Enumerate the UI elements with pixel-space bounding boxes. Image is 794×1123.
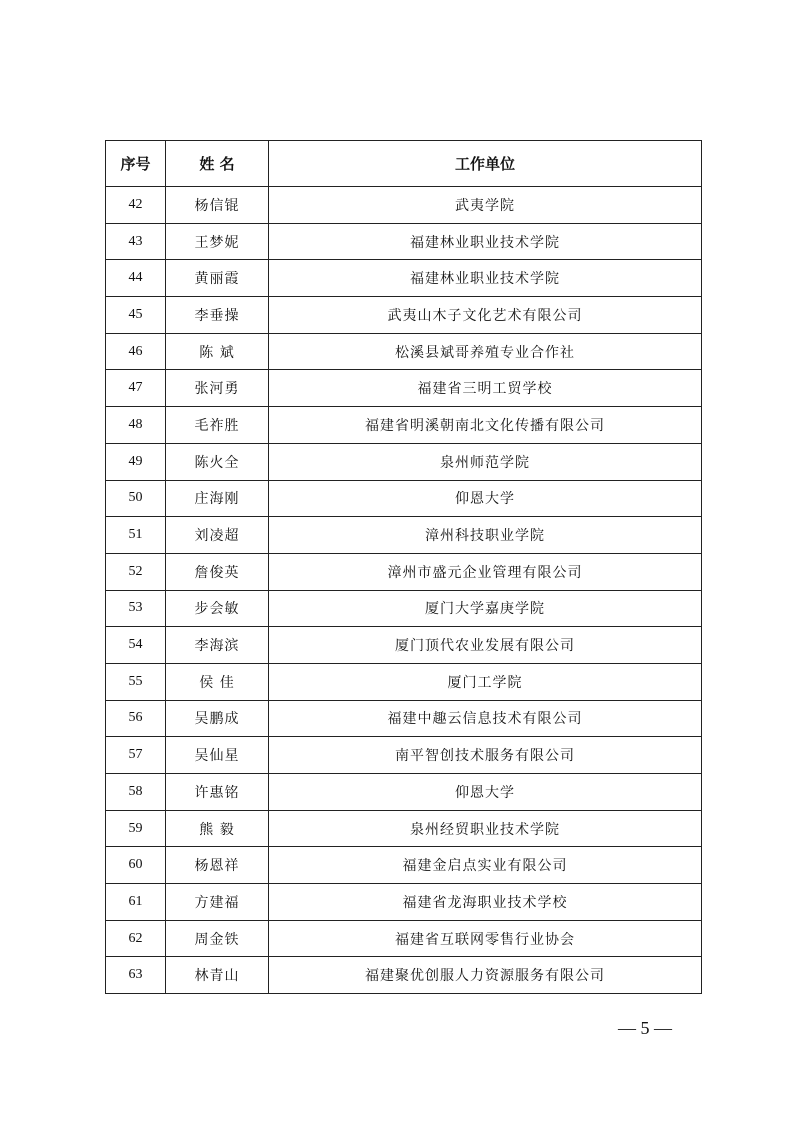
table-body (106, 187, 702, 994)
row-unit: 漳州市盛元企业管理有限公司 (269, 553, 702, 590)
row-name: 方建福 (166, 884, 269, 921)
table-row (106, 480, 702, 517)
row-unit: 厦门大学嘉庚学院 (269, 590, 702, 627)
row-seq: 61 (106, 884, 166, 921)
table-row (106, 920, 702, 957)
row-seq: 59 (106, 810, 166, 847)
row-unit: 厦门顶代农业发展有限公司 (269, 627, 702, 664)
row-unit: 福建省三明工贸学校 (269, 370, 702, 407)
row-name: 许惠铭 (166, 774, 269, 811)
row-unit: 泉州师范学院 (269, 443, 702, 480)
row-name: 陈火全 (166, 443, 269, 480)
table-row (106, 443, 702, 480)
row-name: 李海滨 (166, 627, 269, 664)
row-name: 周金铁 (166, 920, 269, 957)
row-name: 侯 佳 (166, 663, 269, 700)
row-name: 刘凌超 (166, 517, 269, 554)
table-row (106, 517, 702, 554)
row-seq: 57 (106, 737, 166, 774)
table-row (106, 187, 702, 224)
row-seq: 47 (106, 370, 166, 407)
row-unit: 南平智创技术服务有限公司 (269, 737, 702, 774)
row-unit: 福建中趣云信息技术有限公司 (269, 700, 702, 737)
row-seq: 42 (106, 187, 166, 224)
row-name: 詹俊英 (166, 553, 269, 590)
table-row (106, 847, 702, 884)
roster-table (105, 140, 702, 994)
table-row (106, 774, 702, 811)
row-name: 步会敏 (166, 590, 269, 627)
header-name: 姓 名 (166, 141, 269, 187)
row-name: 黄丽霞 (166, 260, 269, 297)
row-unit: 福建林业职业技术学院 (269, 223, 702, 260)
table-row (106, 223, 702, 260)
row-seq: 58 (106, 774, 166, 811)
table-row (106, 663, 702, 700)
row-seq: 43 (106, 223, 166, 260)
row-seq: 52 (106, 553, 166, 590)
table-row (106, 333, 702, 370)
row-name: 陈 斌 (166, 333, 269, 370)
row-unit: 厦门工学院 (269, 663, 702, 700)
row-unit: 漳州科技职业学院 (269, 517, 702, 554)
row-name: 林青山 (166, 957, 269, 994)
row-unit: 福建省互联网零售行业协会 (269, 920, 702, 957)
row-unit: 泉州经贸职业技术学院 (269, 810, 702, 847)
header-seq: 序号 (106, 141, 166, 187)
table-row (106, 407, 702, 444)
row-unit: 福建聚优创服人力资源服务有限公司 (269, 957, 702, 994)
table-row (106, 884, 702, 921)
row-unit: 武夷山木子文化艺术有限公司 (269, 297, 702, 334)
header-row (106, 141, 702, 187)
row-seq: 60 (106, 847, 166, 884)
row-unit: 仰恩大学 (269, 774, 702, 811)
row-unit: 武夷学院 (269, 187, 702, 224)
row-seq: 54 (106, 627, 166, 664)
row-seq: 50 (106, 480, 166, 517)
table-row (106, 297, 702, 334)
row-name: 杨恩祥 (166, 847, 269, 884)
header-unit: 工作单位 (269, 141, 702, 187)
row-seq: 56 (106, 700, 166, 737)
table-row (106, 590, 702, 627)
row-name: 张河勇 (166, 370, 269, 407)
row-name: 吴仙星 (166, 737, 269, 774)
row-name: 吴鹏成 (166, 700, 269, 737)
row-seq: 51 (106, 517, 166, 554)
row-seq: 53 (106, 590, 166, 627)
row-name: 杨信锟 (166, 187, 269, 224)
row-seq: 62 (106, 920, 166, 957)
row-unit: 松溪县斌哥养殖专业合作社 (269, 333, 702, 370)
row-seq: 44 (106, 260, 166, 297)
table-row (106, 700, 702, 737)
row-seq: 63 (106, 957, 166, 994)
row-seq: 55 (106, 663, 166, 700)
table-row (106, 737, 702, 774)
row-unit: 福建省龙海职业技术学校 (269, 884, 702, 921)
row-seq: 45 (106, 297, 166, 334)
row-unit: 福建金启点实业有限公司 (269, 847, 702, 884)
table-header (106, 141, 702, 187)
table-row (106, 810, 702, 847)
row-name: 李垂操 (166, 297, 269, 334)
row-name: 王梦妮 (166, 223, 269, 260)
row-seq: 49 (106, 443, 166, 480)
table-row (106, 553, 702, 590)
table-row (106, 957, 702, 994)
table-row (106, 260, 702, 297)
row-seq: 46 (106, 333, 166, 370)
row-unit: 仰恩大学 (269, 480, 702, 517)
table-row (106, 370, 702, 407)
page-number: — 5 — (618, 1018, 672, 1038)
table-row (106, 627, 702, 664)
row-name: 毛祚胜 (166, 407, 269, 444)
row-name: 庄海刚 (166, 480, 269, 517)
row-seq: 48 (106, 407, 166, 444)
row-unit: 福建省明溪朝南北文化传播有限公司 (269, 407, 702, 444)
row-unit: 福建林业职业技术学院 (269, 260, 702, 297)
row-name: 熊 毅 (166, 810, 269, 847)
